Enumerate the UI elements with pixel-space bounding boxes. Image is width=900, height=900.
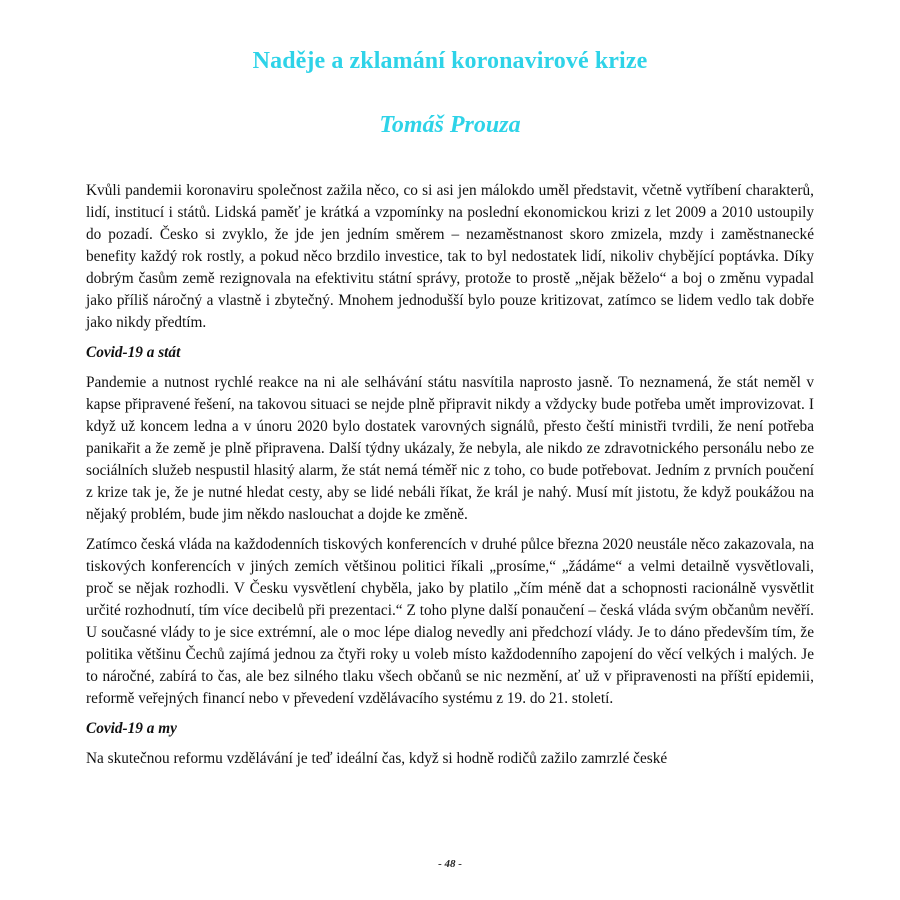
article-body [86,180,814,778]
section-heading-covid-state: Covid-19 a stát [86,344,181,361]
section-covid-us-paragraph-1: Na skutečnou reformu vzdělávání je teď ideální čas, když si hodně rodičů zažilo zamrzlé české [86,750,668,767]
intro-paragraph: Kvůli pandemii koronaviru společnost zažila něco, co si asi jen málokdo uměl představit, včetně vytříbení charakterů, lidí, institucí i států. Lidská paměť je krátká a vzpomínky na poslední ekonomickou krizi z let 2009 a 2010 ustoupily do pozadí. Česko si zvyklo, že jde jen jedním směrem – nezaměstnanost skoro zmizela, mzdy i zaměstnanecké benefity každý rok rostly, a pokud něco brzdilo investice, tak to byl nedostatek lidí, nikoliv chybějící poptávka. Díky dobrým časům země rezignovala na efektivitu státní správy, protože to prostě „nějak běželo“ a boj o změnu vypadal jako příliš náročný a vlastně i zbytečný. Mnohem jednodušší bylo pouze kritizovat, zatímco se lidem vedlo tak dobře jako nikdy předtím. [86,182,814,331]
section-heading-covid-us: Covid-19 a my [86,720,177,737]
author-name: Tomáš Prouza [379,112,521,138]
document-title: Naděje a zklamání koronavirové krize [252,48,648,74]
section-covid-state-paragraph-1: Pandemie a nutnost rychlé reakce na ni ale selhávání státu nasvítila naprosto jasně. To neznamená, že stát neměl v kapse připravené řešení, na takovou situaci se nejde plně připravit nikdy a vždycky bude potřeba umět improvizovat. I když už koncem ledna a v únoru 2020 bylo dostatek varovných signálů, přesto čeští ministři tvrdili, že není potřeba panikařit a že země je plně připravena. Další týdny ukázaly, že nebyla, ale nikdo ze zdravotnického personálu nebo ze sociálních služeb nespustil hlasitý alarm, že stát nemá téměř nic z toho, co bude potřebovat. Jedním z prvních poučení z krize tak je, že je nutné hledat cesty, aby se lidé nebáli říkat, že král je nahý. Musí mít jistotu, že když poukážou na nějaký problém, bude jim někdo naslouchat a dojde ke změně. [86,374,814,523]
page-number: - 48 - [438,858,462,870]
section-covid-state-paragraph-2: Zatímco česká vláda na každodenních tiskových konferencích v druhé půlce března 2020 neustále něco zakazovala, na tiskových konferencích v jiných zemích většinou politici říkali „prosíme,“ „žádáme“ a velmi detailně vysvětlovali, proč se nějak rozhodli. V Česku vysvětlení chyběla, jako by platilo „čím méně dat a schopnosti racionálně vysvětlit určité rozhodnutí, tím více decibelů při prezentaci.“ Z toho plyne další ponaučení – česká vláda svým občanům nevěří. U současné vlády to je sice extrémní, ale o moc lépe dialog nevedly ani předchozí vlády. Je to dáno především tím, že politika většinu Čechů zajímá jednou za čtyři roky u voleb místo každodenního zapojení do věcí velkých i malých. Je to náročné, zabírá to čas, ale bez silného tlaku všech občanů se nic nezmění, ať už v připravenosti na příští epidemii, reformě veřejných financí nebo v převedení vzdělávacího systému z 19. do 21. století. [86,536,814,707]
